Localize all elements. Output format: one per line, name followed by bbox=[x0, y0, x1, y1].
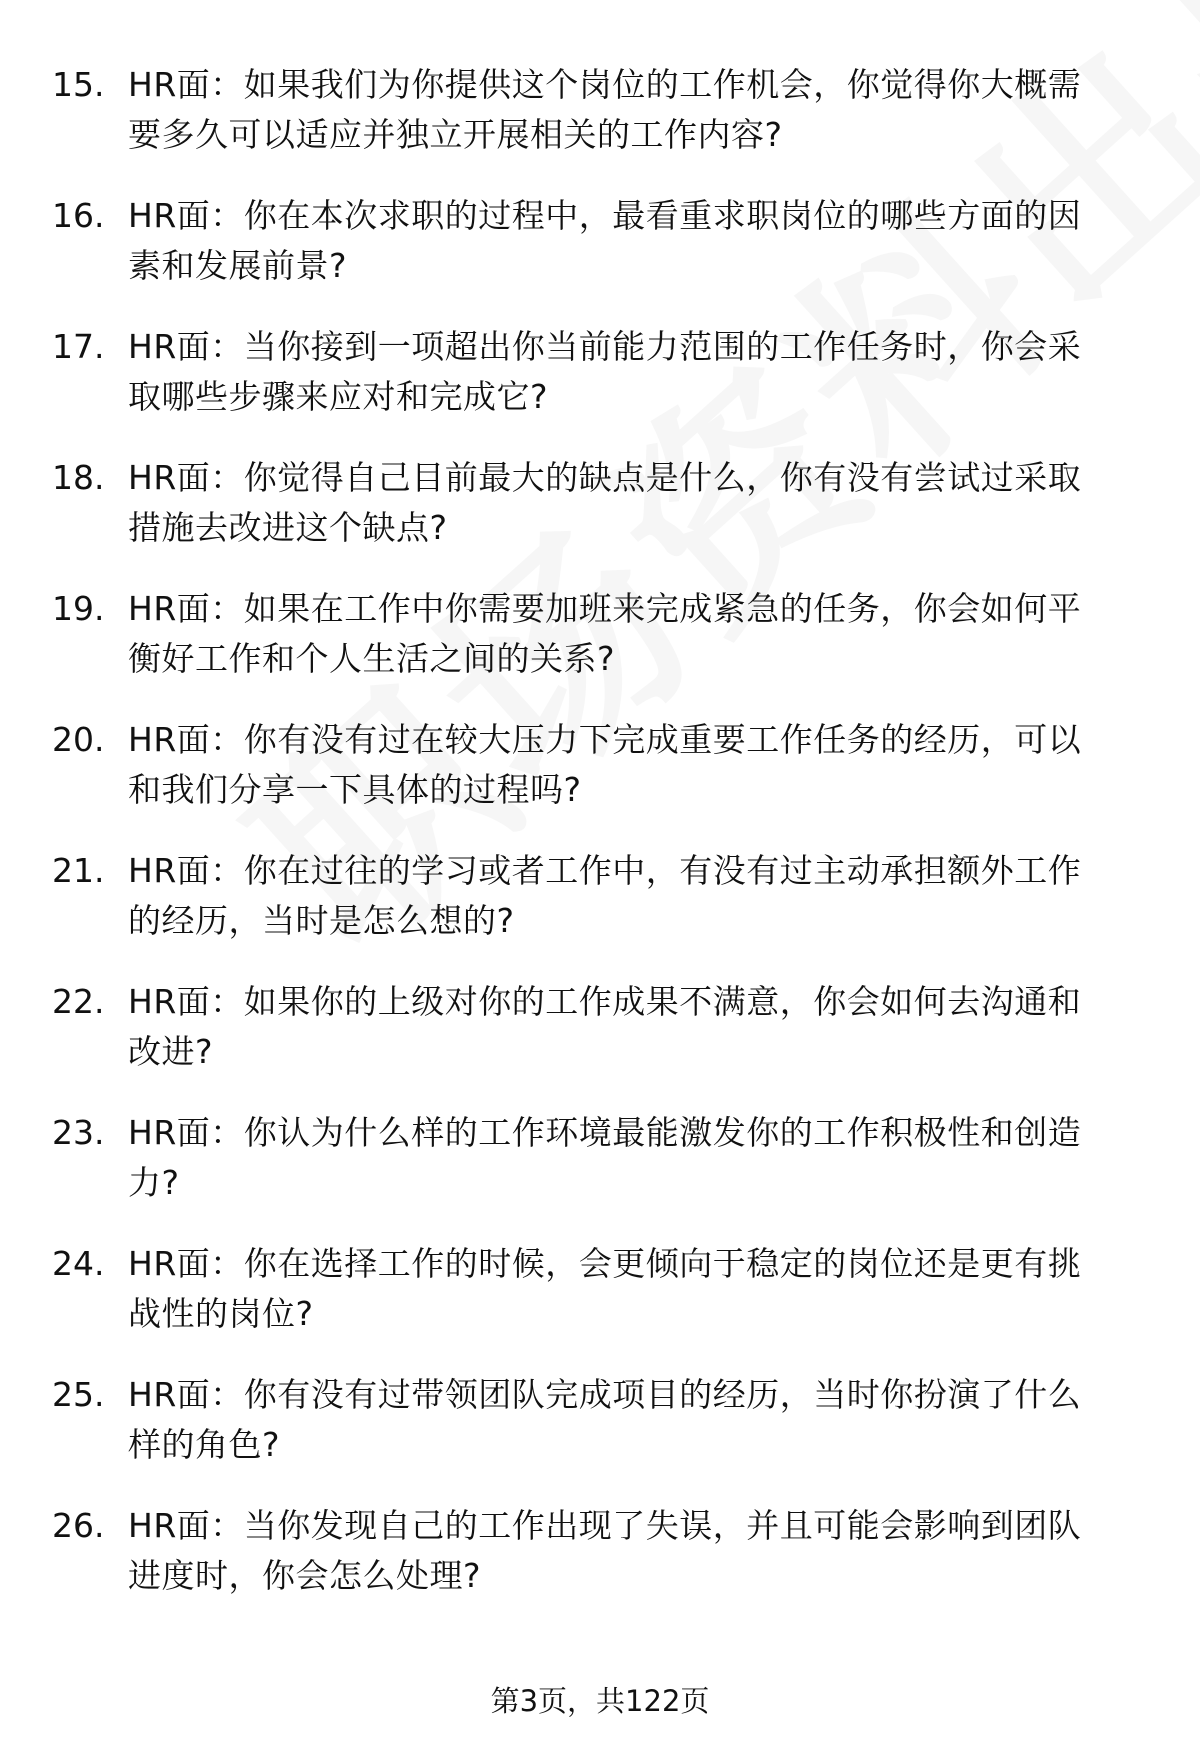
question-line: HR面：如果我们为你提供这个岗位的工作机会，你觉得你大概需 bbox=[128, 65, 1082, 104]
question-number: 22. bbox=[52, 982, 105, 1021]
question-line: HR面：你在过往的学习或者工作中，有没有过主动承担额外工作 bbox=[128, 851, 1082, 890]
question-line: HR面：你有没有过在较大压力下完成重要工作任务的经历，可以 bbox=[128, 720, 1082, 759]
question-line: HR面：当你接到一项超出你当前能力范围的工作任务时，你会采 bbox=[128, 327, 1082, 366]
question-text bbox=[128, 1239, 1158, 1339]
question-text bbox=[128, 1108, 1158, 1208]
question-text bbox=[128, 1370, 1158, 1470]
question-number: 24. bbox=[52, 1244, 105, 1283]
question-item-23 bbox=[0, 1108, 1200, 1239]
question-text bbox=[128, 322, 1158, 422]
question-line: 措施去改进这个缺点? bbox=[128, 508, 448, 547]
question-line: 样的角色? bbox=[128, 1425, 281, 1464]
question-number: 15. bbox=[52, 65, 105, 104]
question-line: 的经历，当时是怎么想的? bbox=[128, 901, 515, 940]
question-line: 素和发展前景? bbox=[128, 246, 348, 285]
question-number: 16. bbox=[52, 196, 105, 235]
question-text bbox=[128, 60, 1158, 160]
question-item-26 bbox=[0, 1501, 1200, 1632]
question-number: 23. bbox=[52, 1113, 105, 1152]
question-item-21 bbox=[0, 846, 1200, 977]
question-line: 改进? bbox=[128, 1032, 214, 1071]
question-line: HR面：你在选择工作的时候，会更倾向于稳定的岗位还是更有挑 bbox=[128, 1244, 1082, 1283]
question-number: 25. bbox=[52, 1375, 105, 1414]
question-item-15 bbox=[0, 60, 1200, 191]
question-line: 要多久可以适应并独立开展相关的工作内容? bbox=[128, 115, 783, 154]
question-line: 进度时，你会怎么处理? bbox=[128, 1556, 482, 1595]
question-number: 19. bbox=[52, 589, 105, 628]
question-number: 21. bbox=[52, 851, 105, 890]
question-number: 26. bbox=[52, 1506, 105, 1545]
question-text bbox=[128, 1501, 1158, 1601]
question-item-19 bbox=[0, 584, 1200, 715]
question-line: HR面：当你发现自己的工作出现了失误，并且可能会影响到团队 bbox=[128, 1506, 1082, 1545]
question-list bbox=[0, 60, 1200, 1632]
question-text bbox=[128, 453, 1158, 553]
question-item-20 bbox=[0, 715, 1200, 846]
question-item-24 bbox=[0, 1239, 1200, 1370]
question-text bbox=[128, 846, 1158, 946]
question-text bbox=[128, 977, 1158, 1077]
question-text bbox=[128, 715, 1158, 815]
question-item-22 bbox=[0, 977, 1200, 1108]
question-number: 17. bbox=[52, 327, 105, 366]
page-footer: 第3页，共122页 bbox=[490, 1684, 710, 1718]
question-number: 18. bbox=[52, 458, 105, 497]
question-line: HR面：你有没有过带领团队完成项目的经历，当时你扮演了什么 bbox=[128, 1375, 1082, 1414]
question-item-25 bbox=[0, 1370, 1200, 1501]
question-line: HR面：你认为什么样的工作环境最能激发你的工作积极性和创造 bbox=[128, 1113, 1082, 1152]
question-line: HR面：你在本次求职的过程中，最看重求职岗位的哪些方面的因 bbox=[128, 196, 1082, 235]
question-text bbox=[128, 191, 1158, 291]
question-line: HR面：你觉得自己目前最大的缺点是什么，你有没有尝试过采取 bbox=[128, 458, 1082, 497]
question-line: 战性的岗位? bbox=[128, 1294, 314, 1333]
question-line: HR面：如果在工作中你需要加班来完成紧急的任务，你会如何平 bbox=[128, 589, 1082, 628]
question-line: HR面：如果你的上级对你的工作成果不满意，你会如何去沟通和 bbox=[128, 982, 1082, 1021]
question-item-16 bbox=[0, 191, 1200, 322]
question-item-18 bbox=[0, 453, 1200, 584]
question-line: 取哪些步骤来应对和完成它? bbox=[128, 377, 549, 416]
question-line: 和我们分享一下具体的过程吗? bbox=[128, 770, 582, 809]
question-line: 衡好工作和个人生活之间的关系? bbox=[128, 639, 616, 678]
question-line: 力? bbox=[128, 1163, 180, 1202]
question-text bbox=[128, 584, 1158, 684]
question-number: 20. bbox=[52, 720, 105, 759]
question-item-17 bbox=[0, 322, 1200, 453]
